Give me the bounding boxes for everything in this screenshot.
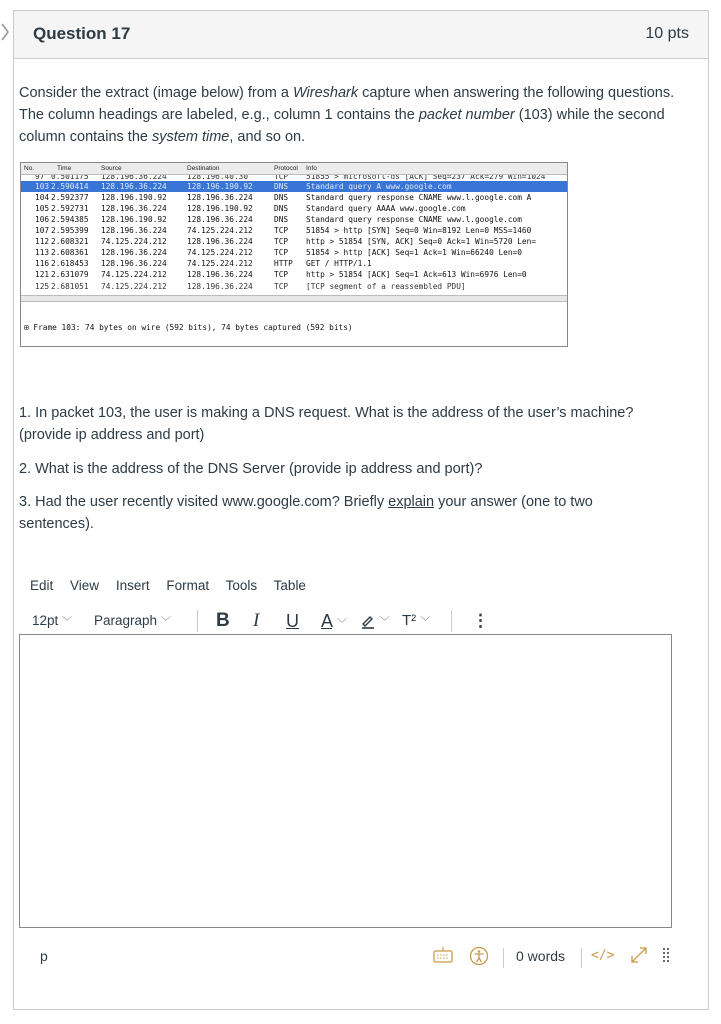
menu-table[interactable]: Table [273,578,306,593]
editor-menubar [30,578,319,593]
question-points: 10 pts [645,25,689,42]
packet-no: 112 [35,237,50,246]
packet-time: 2.608321 [51,237,89,246]
packet-source: 74.125.224.212 [101,270,167,279]
toolbar-separator [197,610,198,632]
packet-time: 2.595399 [51,226,89,235]
col-header-source: Source [101,165,122,172]
block-format-select[interactable] [94,608,171,636]
chevron-down-icon: ﹀ [337,619,348,630]
packet-protocol: DNS [274,204,289,213]
keyboard-shortcuts-button[interactable] [433,946,453,967]
wireshark-capture-image [20,162,568,347]
text-color-icon: A [321,611,333,631]
packet-destination: 128.196.36.224 [187,215,253,224]
superscript-icon: T² [402,612,417,629]
packet-no: 105 [35,204,50,213]
packet-row [21,203,567,214]
packet-destination: 128.196.190.92 [187,204,253,213]
packet-destination: 128.196.40.30 [187,175,249,181]
packet-source: 128.196.190.92 [101,215,167,224]
packet-row [21,192,567,203]
question-3-explain: explain [388,494,435,510]
element-path[interactable]: p [40,948,48,964]
packet-info: Standard query A www.google.com [306,182,452,191]
packet-time: 2.594385 [51,215,89,224]
packet-protocol: DNS [274,193,289,202]
packet-no: 107 [35,226,50,235]
packet-protocol: TCP [274,175,289,181]
packet-row [21,247,567,258]
toolbar-separator [451,610,452,632]
packet-time: 2.618453 [51,259,89,268]
packet-info: Standard query AAAA www.google.com [306,204,466,213]
packet-source: 128.196.36.224 [101,175,167,181]
packet-row [21,214,567,225]
rich-text-editor-area[interactable] [19,634,672,928]
underline-button[interactable]: U [286,611,299,631]
packet-time: 2.592377 [51,193,89,202]
intro-packet-number: packet number [418,107,515,123]
question-3-text: your answer (one to two sentences). [19,494,593,532]
packet-source: 74.125.224.212 [101,237,167,246]
question-3-text: 3. Had the user recently visited www.google.com? Briefly [19,494,389,510]
packet-protocol: TCP [274,248,289,257]
detail-frame: Frame 103: 74 bytes on wire (592 bits), 74 bytes captured (592 bits) [33,323,353,332]
intro-system-time: system time [152,129,230,145]
drag-handle-icon [662,947,670,965]
packet-time: 2.681051 [51,282,89,291]
intro-wireshark: Wireshark [293,85,359,101]
packet-no: 104 [35,193,50,202]
highlighter-icon [360,613,376,629]
block-format-value: Paragraph [94,613,158,628]
packet-destination: 74.125.224.212 [187,259,253,268]
chevron-down-icon: ﹀ [379,617,390,628]
col-header-protocol: Protocol [274,165,298,172]
packet-time: 0.501175 [51,175,89,181]
chevron-down-icon: ﹀ [62,617,73,628]
keyboard-icon [433,946,453,964]
statusbar-separator [581,948,582,968]
packet-destination: 128.196.190.92 [187,182,253,191]
font-size-select[interactable] [32,608,72,636]
packet-destination: 74.125.224.212 [187,248,253,257]
question-3 [19,491,669,535]
packet-source: 128.196.36.224 [101,248,167,257]
packet-row [21,258,567,269]
packet-row [21,236,567,247]
packet-source: 128.196.36.224 [101,204,167,213]
packet-info: [TCP segment of a reassembled PDU] [306,282,466,291]
packet-info: GET / HTTP/1.1 [306,259,372,268]
packet-protocol: HTTP [274,259,293,268]
question-intro [19,82,679,148]
pane-divider [21,295,567,302]
highlight-color-button[interactable] [360,608,390,636]
intro-text: (103) while the second column contains the [19,107,665,145]
packet-info: 51855 > microsoft-ds [ACK] Seq=237 Ack=279 Win=1024 [306,175,546,181]
capture-column-headers [21,163,567,175]
italic-button[interactable]: I [253,610,260,631]
superscript-button[interactable] [402,608,430,636]
packet-info: 51854 > http [SYN] Seq=0 Win=8192 Len=0 MSS=1460 [306,226,532,235]
intro-text: Consider the extract (image below) from a [19,85,293,101]
packet-info: Standard query response CNAME www.l.google.com [306,215,522,224]
packet-destination: 74.125.224.212 [187,226,253,235]
expand-icon [629,945,649,965]
packet-info: http > 51854 [ACK] Seq=1 Ack=613 Win=6976 Len=0 [306,270,527,279]
packet-no: 97 [35,175,45,181]
previous-chevron-icon[interactable] [0,22,10,42]
resize-handle[interactable] [662,947,670,968]
packet-info: http > 51854 [SYN, ACK] Seq=0 Ack=1 Win=5720 Len= [306,237,537,246]
bold-button[interactable]: B [216,610,230,631]
packet-time: 2.590414 [51,182,89,191]
packet-row [21,281,567,292]
packet-no: 113 [35,248,50,257]
col-header-time: Time [57,165,72,172]
packet-row [21,225,567,236]
packet-no: 103 [35,182,50,191]
packet-protocol: TCP [274,282,289,291]
packet-protocol: TCP [274,226,289,235]
packet-info: Standard query response CNAME www.l.google.com A [306,193,532,202]
packet-time: 2.592731 [51,204,89,213]
statusbar-separator [503,948,504,968]
intro-text: capture when answering the following questions. The column headings are labeled, e.g., column 1 contains the [19,85,675,123]
question-header [14,11,708,59]
question-2: 2. What is the address of the DNS Server (provide ip address and port)? [19,461,483,477]
packet-destination: 128.196.36.224 [187,193,253,202]
menu-insert[interactable]: Insert [115,578,150,593]
menu-edit[interactable]: Edit [30,578,54,593]
packet-source: 128.196.36.224 [101,259,167,268]
packet-no: 125 [35,282,50,291]
menu-view[interactable]: View [70,578,100,593]
capture-packet-list [21,175,567,295]
packet-no: 121 [35,270,50,279]
packet-protocol: TCP [274,237,289,246]
packet-destination: 128.196.36.224 [187,270,253,279]
question-1: 1. In packet 103, the user is making a DNS request. What is the address of the user’s machine? (provide ip address and port) [19,405,634,443]
packet-time: 2.608361 [51,248,89,257]
intro-text: , and so on. [229,129,306,145]
packet-time: 2.631079 [51,270,89,279]
detail-line: ⊞ Frame 103: 74 bytes on wire (592 bits), 74 bytes captured (592 bits) [24,323,353,332]
question-title: Question 17 [33,24,131,43]
packet-details-pane [21,302,567,347]
menu-format[interactable]: Format [166,578,210,593]
menu-tools[interactable]: Tools [225,578,258,593]
packet-row-selected [21,181,567,192]
packet-destination: 128.196.36.224 [187,237,253,246]
packet-source: 128.196.36.224 [101,182,167,191]
packet-source: 74.125.224.212 [101,282,167,291]
packet-source: 128.196.190.92 [101,193,167,202]
packet-row [21,269,567,280]
editor-statusbar [19,944,672,972]
fullscreen-button[interactable] [629,945,649,968]
col-header-destination: Destination [187,165,220,172]
accessibility-icon [469,946,489,966]
more-options-button[interactable]: ⋮ [472,611,489,630]
packet-destination: 128.196.36.224 [187,282,253,291]
chevron-down-icon: ﹀ [420,617,431,628]
packet-protocol: TCP [274,270,289,279]
font-size-value: 12pt [32,613,59,628]
col-header-info: Info [306,165,317,172]
chevron-down-icon: ﹀ [160,617,171,628]
packet-info: 51854 > http [ACK] Seq=1 Ack=1 Win=66240 Len=0 [306,248,522,257]
col-header-no: No. [24,165,35,172]
html-editor-toggle[interactable]: </> [591,948,615,963]
packet-protocol: DNS [274,215,289,224]
packet-no: 106 [35,215,50,224]
packet-no: 116 [35,259,50,268]
packet-protocol: DNS [274,182,289,191]
packet-source: 128.196.36.224 [101,226,167,235]
word-count: 0 words [516,948,566,964]
accessibility-checker-button[interactable] [469,946,489,969]
